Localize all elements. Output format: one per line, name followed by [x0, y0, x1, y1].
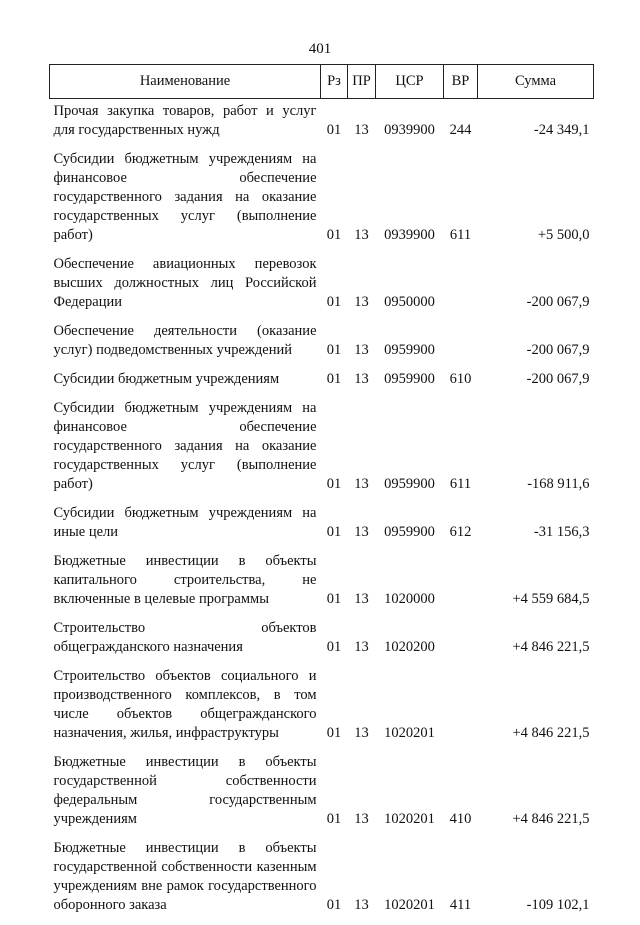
row-pr: 13	[354, 811, 369, 827]
table-row	[50, 504, 594, 552]
row-vr: 610	[449, 371, 472, 387]
row-rz: 01	[326, 725, 342, 741]
row-rz: 01	[326, 897, 342, 913]
row-sum: -200 067,9	[526, 294, 590, 310]
row-vr	[444, 619, 478, 667]
row-vr	[444, 552, 478, 619]
row-rz: 01	[326, 122, 342, 138]
row-vr	[444, 255, 478, 322]
row-pr: 13	[354, 342, 369, 358]
row-csr: 0939900	[384, 122, 435, 138]
row-vr	[444, 667, 478, 753]
row-vr: 612	[449, 524, 472, 540]
page-number: 401	[308, 41, 332, 57]
table-row	[50, 370, 594, 399]
row-csr: 0959900	[384, 476, 435, 492]
row-name: Прочая закупка товаров, работ и услуг для государственных нужд	[53, 103, 317, 138]
row-csr: 0950000	[384, 294, 435, 310]
row-rz: 01	[326, 591, 342, 607]
row-pr: 13	[354, 897, 369, 913]
row-vr: 411	[449, 897, 472, 913]
header-csr: ЦСР	[376, 65, 444, 99]
row-sum: +4 559 684,5	[512, 591, 590, 607]
row-csr: 1020201	[384, 811, 435, 827]
row-name: Строительство объектов социального и производственного комплексов, в том числе объектов общегражданского назначения, жилья, инфраструктуры	[53, 668, 317, 741]
row-csr: 0939900	[384, 227, 435, 243]
row-pr: 13	[354, 371, 369, 387]
budget-table	[49, 64, 594, 925]
row-rz: 01	[326, 371, 342, 387]
row-sum: +4 846 221,5	[512, 725, 590, 741]
row-sum: -200 067,9	[526, 342, 590, 358]
table-row	[50, 322, 594, 370]
row-pr: 13	[354, 725, 369, 741]
row-name: Строительство объектов общегражданского назначения	[53, 620, 317, 655]
row-name: Бюджетные инвестиции в объекты государственной собственности казенным учреждениям вне рамок государственного оборонного заказа	[53, 840, 317, 913]
table-row	[50, 150, 594, 255]
row-csr: 1020201	[384, 897, 435, 913]
table-row	[50, 667, 594, 753]
row-name: Обеспечение деятельности (оказание услуг) подведомственных учреждений	[53, 323, 317, 358]
row-name: Обеспечение авиационных перевозок высших должностных лиц Российской Федерации	[53, 256, 317, 310]
row-sum: -31 156,3	[533, 524, 590, 540]
row-vr: 410	[449, 811, 472, 827]
row-vr: 244	[449, 122, 472, 138]
row-sum: -200 067,9	[526, 371, 590, 387]
row-sum: +4 846 221,5	[512, 811, 590, 827]
header-pr: ПР	[348, 65, 376, 99]
row-sum: -109 102,1	[526, 897, 590, 913]
row-csr: 1020000	[384, 591, 435, 607]
row-vr: 611	[449, 227, 472, 243]
header-rz: Рз	[321, 65, 348, 99]
row-name: Бюджетные инвестиции в объекты государственной собственности федеральным государственным учреждениям	[53, 754, 317, 827]
row-name: Субсидии бюджетным учреждениям на иные цели	[53, 505, 317, 540]
row-pr: 13	[354, 227, 369, 243]
row-name: Субсидии бюджетным учреждениям	[53, 371, 280, 387]
row-csr: 0959900	[384, 524, 435, 540]
table-row	[50, 619, 594, 667]
row-rz: 01	[326, 294, 342, 310]
row-sum: +4 846 221,5	[512, 639, 590, 655]
row-rz: 01	[326, 227, 342, 243]
header-name: Наименование	[50, 65, 321, 99]
header-sum: Сумма	[478, 65, 594, 99]
table-row	[50, 552, 594, 619]
row-csr: 0959900	[384, 371, 435, 387]
header-vr: ВР	[444, 65, 478, 99]
row-rz: 01	[326, 524, 342, 540]
row-pr: 13	[354, 524, 369, 540]
row-sum: -168 911,6	[527, 476, 590, 492]
row-csr: 1020201	[384, 725, 435, 741]
row-csr: 1020200	[384, 639, 435, 655]
row-pr: 13	[354, 639, 369, 655]
row-rz: 01	[326, 476, 342, 492]
row-name: Субсидии бюджетным учреждениям на финансовое обеспечение государственного задания на оказание государственных услуг (выполнение работ)	[53, 151, 317, 243]
row-sum: +5 500,0	[537, 227, 590, 243]
table-header-row	[50, 65, 594, 99]
table-row	[50, 99, 594, 151]
row-name: Бюджетные инвестиции в объекты капитального строительства, не включенные в целевые программы	[53, 553, 317, 607]
row-sum: -24 349,1	[533, 122, 590, 138]
row-vr	[444, 322, 478, 370]
row-rz: 01	[326, 811, 342, 827]
row-rz: 01	[326, 342, 342, 358]
row-pr: 13	[354, 294, 369, 310]
row-pr: 13	[354, 476, 369, 492]
row-rz: 01	[326, 639, 342, 655]
table-row	[50, 255, 594, 322]
table-row	[50, 839, 594, 925]
row-vr: 611	[449, 476, 472, 492]
row-name: Субсидии бюджетным учреждениям на финансовое обеспечение государственного задания на оказание государственных услуг (выполнение работ)	[53, 400, 317, 492]
table-row	[50, 399, 594, 504]
row-pr: 13	[354, 122, 369, 138]
row-csr: 0959900	[384, 342, 435, 358]
row-pr: 13	[354, 591, 369, 607]
table-row	[50, 753, 594, 839]
